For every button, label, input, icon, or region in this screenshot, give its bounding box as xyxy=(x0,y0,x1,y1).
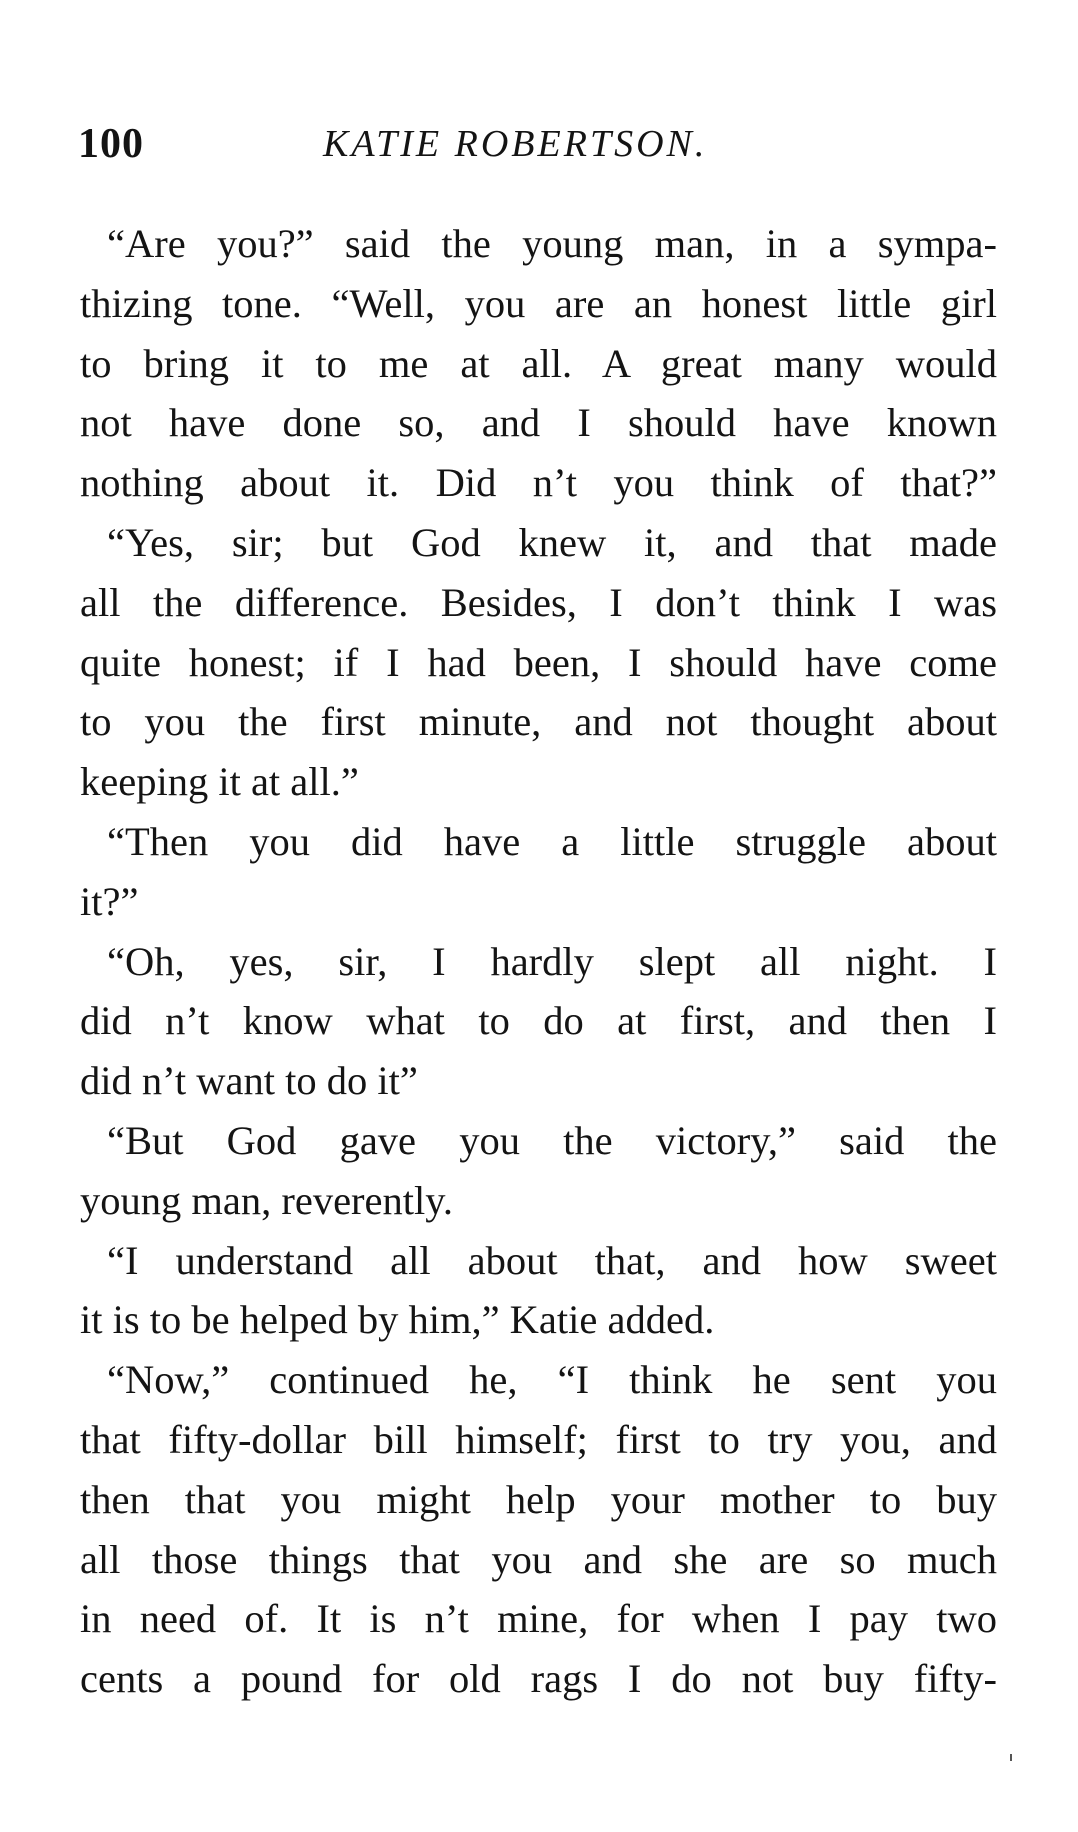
text-line: did n’t know what to do at first, and then I xyxy=(80,998,997,1044)
page-number: 100 xyxy=(78,121,144,167)
running-title: KATIE ROBERTSON. xyxy=(323,123,708,165)
text-line: keeping it at all.” xyxy=(80,759,359,805)
text-line: all those things that you and she are so much xyxy=(80,1536,997,1582)
text-line: it is to be helped by him,” Katie added. xyxy=(80,1297,715,1343)
text-line: “Yes, sir; but God knew it, and that made xyxy=(107,519,997,565)
text-line: “Are you?” said the young man, in a sympa- xyxy=(107,221,997,266)
text-line: in need of. It is n’t mine, for when I pay two xyxy=(80,1596,997,1642)
text-line: to bring it to me at all. A great many would xyxy=(80,340,997,386)
text-line: young man, reverently. xyxy=(80,1177,454,1223)
text-line: to you the first minute, and not thought about xyxy=(80,699,997,745)
text-line: then that you might help your mother to buy xyxy=(80,1476,997,1522)
text-line: not have done so, and I should have known xyxy=(80,400,997,446)
text-line: it?” xyxy=(80,878,139,924)
text-line: cents a pound for old rags I do not buy fifty- xyxy=(80,1656,997,1702)
text-line: all the difference. Besides, I don’t think I was xyxy=(80,579,997,625)
text-line: quite honest; if I had been, I should have come xyxy=(80,639,997,685)
text-line: “Now,” continued he, “I think he sent you xyxy=(107,1357,997,1403)
text-line: that fifty-dollar bill himself; first to try you, and xyxy=(80,1416,997,1462)
page-header xyxy=(78,120,998,180)
text-line: “Then you did have a little struggle about xyxy=(107,818,997,864)
text-line: did n’t want to do it” xyxy=(80,1058,418,1104)
text-line: thizing tone. “Well, you are an honest little girl xyxy=(80,280,997,326)
text-line: “But God gave you the victory,” said the xyxy=(107,1117,997,1163)
body-text xyxy=(80,214,997,1709)
text-line: “Oh, yes, sir, I hardly slept all night. I xyxy=(107,938,997,984)
text-line: nothing about it. Did n’t you think of that?” xyxy=(80,460,997,506)
print-speck xyxy=(1010,1754,1012,1761)
text-line: “I understand all about that, and how sweet xyxy=(107,1237,997,1283)
